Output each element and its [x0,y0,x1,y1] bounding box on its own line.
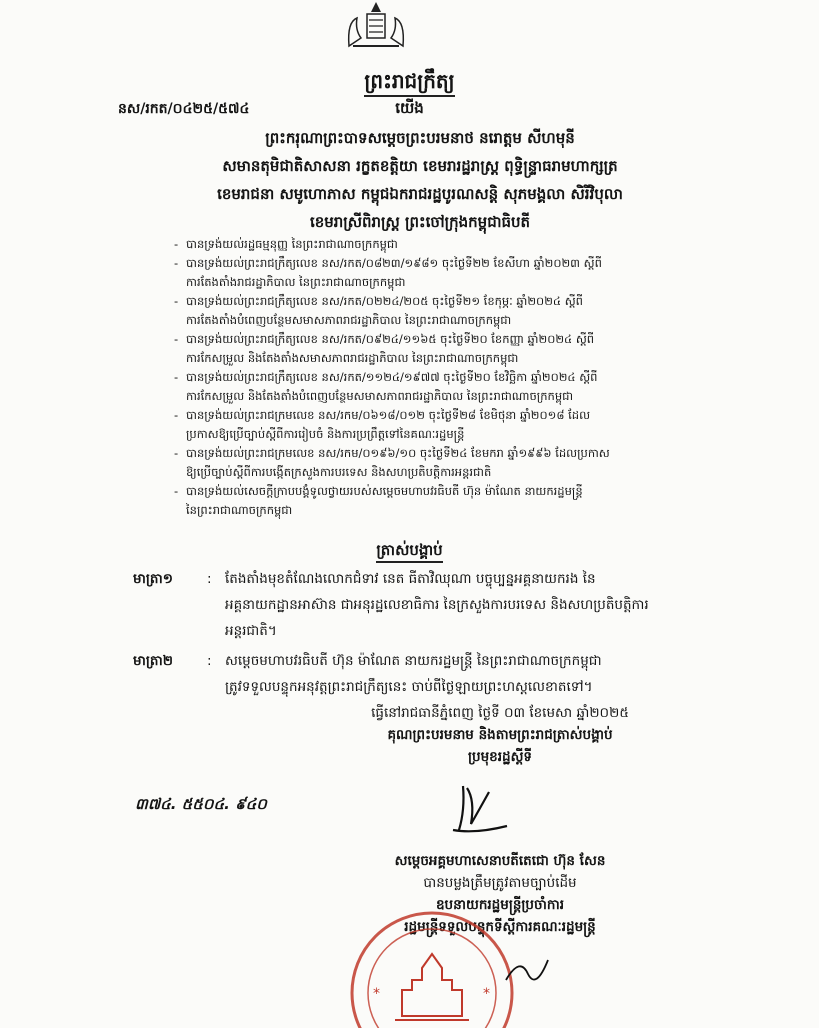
registry-number: ៣៧៤. ៥៥០៤. ៩៤០ [135,795,267,813]
references-list [174,235,674,520]
date-line: ធ្វើនៅរាជធានីភ្នំពេញ ថ្ងៃទី ០៣ ខែមេសា ឆ្នាំ២០២៥ [371,705,629,721]
article-colon: : [207,653,212,669]
yoeng-heading: យើង [395,99,424,117]
reference-item: - បានទ្រង់យល់ព្រះរាជក្រមលេខ នស/រកម/០១៩៦/១០ ចុះថ្ងៃទី២៤ ខែមករា ឆ្នាំ១៩៩៦ ដែលប្រកាស ឱ្យប្រើច្បាប់ស្តីពីការបង្កើតក្រសួងការបរទេស និងសហប្រតិបត្តិការអន្តរជាតិ [174,444,674,482]
reference-item: - បានទ្រង់យល់ព្រះរាជក្រមលេខ នស/រកម/០៦១៨/០១២ ចុះថ្ងៃទី២៨ ខែមិថុនា ឆ្នាំ២០១៨ ដែល ប្រកាសឱ្យប្រើច្បាប់ស្តីពីការរៀបចំ និងការប្រព្រឹត្តទៅនៃគណៈរដ្ឋមន្ត្រី [174,406,674,444]
svg-text:*: * [483,986,490,1002]
countersign-name: សម្តេចអគ្គមហាសេនាបតីតេជោ ហ៊ុន សែន [394,853,606,869]
acting-head-line: ប្រមុខរដ្ឋស្តីទី [467,749,532,765]
decree-title: ព្រះរាជក្រឹត្យ [0,68,819,98]
article-label: មាត្រា២ [133,653,173,669]
initials-signature-icon [500,950,560,990]
red-seal-icon [345,898,520,1028]
article-body: តែងតាំងមុខតំណែងលោកជំទាវ នេត ធីតាវិឈុណា បច្ចុប្បន្នអគ្គនាយករង នៃ អគ្គនាយកដ្ឋានអាស៊ាន ជាអនុរដ្ឋលេខាធិការ នៃក្រសួងការបរទេស និងសហប្រតិបត្តិការ អន្តរជាតិ។ [225,571,649,639]
royal-emblem-icon [343,0,409,48]
king-title-line: ព្រះករុណាព្រះបាទសម្តេចព្រះបរមនាថ នរោត្តម សីហមុនី [265,129,575,147]
reference-item: - បានទ្រង់យល់រដ្ឋធម្មនុញ្ញ នៃព្រះរាជាណាចក្រកម្ពុជា [174,235,674,254]
signature-icon [445,780,515,840]
reference-item: - បានទ្រង់យល់ព្រះរាជក្រឹត្យលេខ នស/រកត/០៩២៤/១១៦៥ ចុះថ្ងៃទី២០ ខែកញ្ញា ឆ្នាំ២០២៤ ស្តីពី ការកែសម្រួល និងតែងតាំងសមាសភាពរាជរដ្ឋាភិបាល នៃព្រះរាជាណាចក្រកម្ពុជា [174,330,674,368]
king-title-line: ខេមរាជនា សមូហោភាស កម្ពុជឯករាជរដ្ឋបូរណសន្តិ សុភមង្គលា សិរីវិបុលា [217,185,623,203]
king-title [150,124,690,236]
minister-line: រដ្ឋមន្ត្រីទទួលបន្ទុកទីស្តីការគណៈរដ្ឋមន្ត្រី [404,919,596,935]
article-body: សម្តេចមហាបវរធិបតី ហ៊ុន ម៉ាណែត នាយករដ្ឋមន្ត្រី នៃព្រះរាជាណាចក្រកម្ពុជា ត្រូវទទួលបន្ទុកអនុវត្តព្រះរាជក្រឹត្យនេះ ចាប់ពីថ្ងៃឡាយព្រះហស្តលេខាតទៅ។ [225,653,602,695]
reference-item: - បានទ្រង់យល់ព្រះរាជក្រឹត្យលេខ នស/រកត/១១២៤/១៩៧៧ ចុះថ្ងៃទី២០ ខែវិច្ឆិកា ឆ្នាំ២០២៤ ស្តីពី ការកែសម្រួល និងតែងតាំងបំពេញបន្ថែមសមាសភាពរាជរដ្ឋាភិបាល នៃព្រះរាជាណាចក្រកម្ពុជា [174,368,674,406]
certified-copy-line: បានបម្លងត្រឹមត្រូវតាមច្បាប់ដើម [423,875,577,891]
article-label: មាត្រា១ [133,571,173,587]
article-1 [133,566,693,644]
reference-item: - បានទ្រង់យល់សេចក្តីក្រាបបង្គំទូលថ្វាយរបស់សម្តេចមហាបវរធិបតី ហ៊ុន ម៉ាណែត នាយករដ្ឋមន្ត្រី នៃព្រះរាជាណាចក្រកម្ពុជា [174,482,674,520]
king-title-line: ខេមរាស្រីពិរាស្ត្រ ព្រះចៅក្រុងកម្ពុជាធិបតី [309,213,531,231]
authority-line: គុណព្រះបរមនាម និងតាមព្រះរាជត្រាស់បង្គាប់ [387,727,613,743]
svg-text:*: * [373,986,380,1002]
reference-item: - បានទ្រង់យល់ព្រះរាជក្រឹត្យលេខ នស/រកត/០២២៤/២០៥ ចុះថ្ងៃទី២១ ខែកុម្ភៈ ឆ្នាំ២០២៤ ស្តីពី ការតែងតាំងបំពេញបន្ថែមសមាសភាពរាជរដ្ឋាភិបាល នៃព្រះរាជាណាចក្រកម្ពុជា [174,292,674,330]
reference-item: - បានទ្រង់យល់ព្រះរាជក្រឹត្យលេខ នស/រកត/០៨២៣/១៩៨១ ចុះថ្ងៃទី២២ ខែសីហា ឆ្នាំ២០២៣ ស្តីពី ការតែងតាំងរាជរដ្ឋាភិបាល នៃព្រះរាជាណាចក្រកម្ពុជា [174,254,674,292]
king-title-line: សមានតុមិជាតិសាសនា រក្ខតខត្តិយា ខេមរារដ្ឋរាស្ត្រ ពុទ្ធិន្ទ្រាធរាមហាក្សត្រ [222,157,618,175]
date-block [300,702,700,768]
article-2 [133,648,693,700]
deputy-pm-line: ឧបនាយករដ្ឋមន្ត្រីប្រចាំការ [435,897,564,913]
article-colon: : [207,571,212,587]
reference-number: នស/រកត/០៤២៥/៥៧៤ [118,101,250,117]
section-heading: ត្រាស់បង្គាប់ [0,541,819,563]
